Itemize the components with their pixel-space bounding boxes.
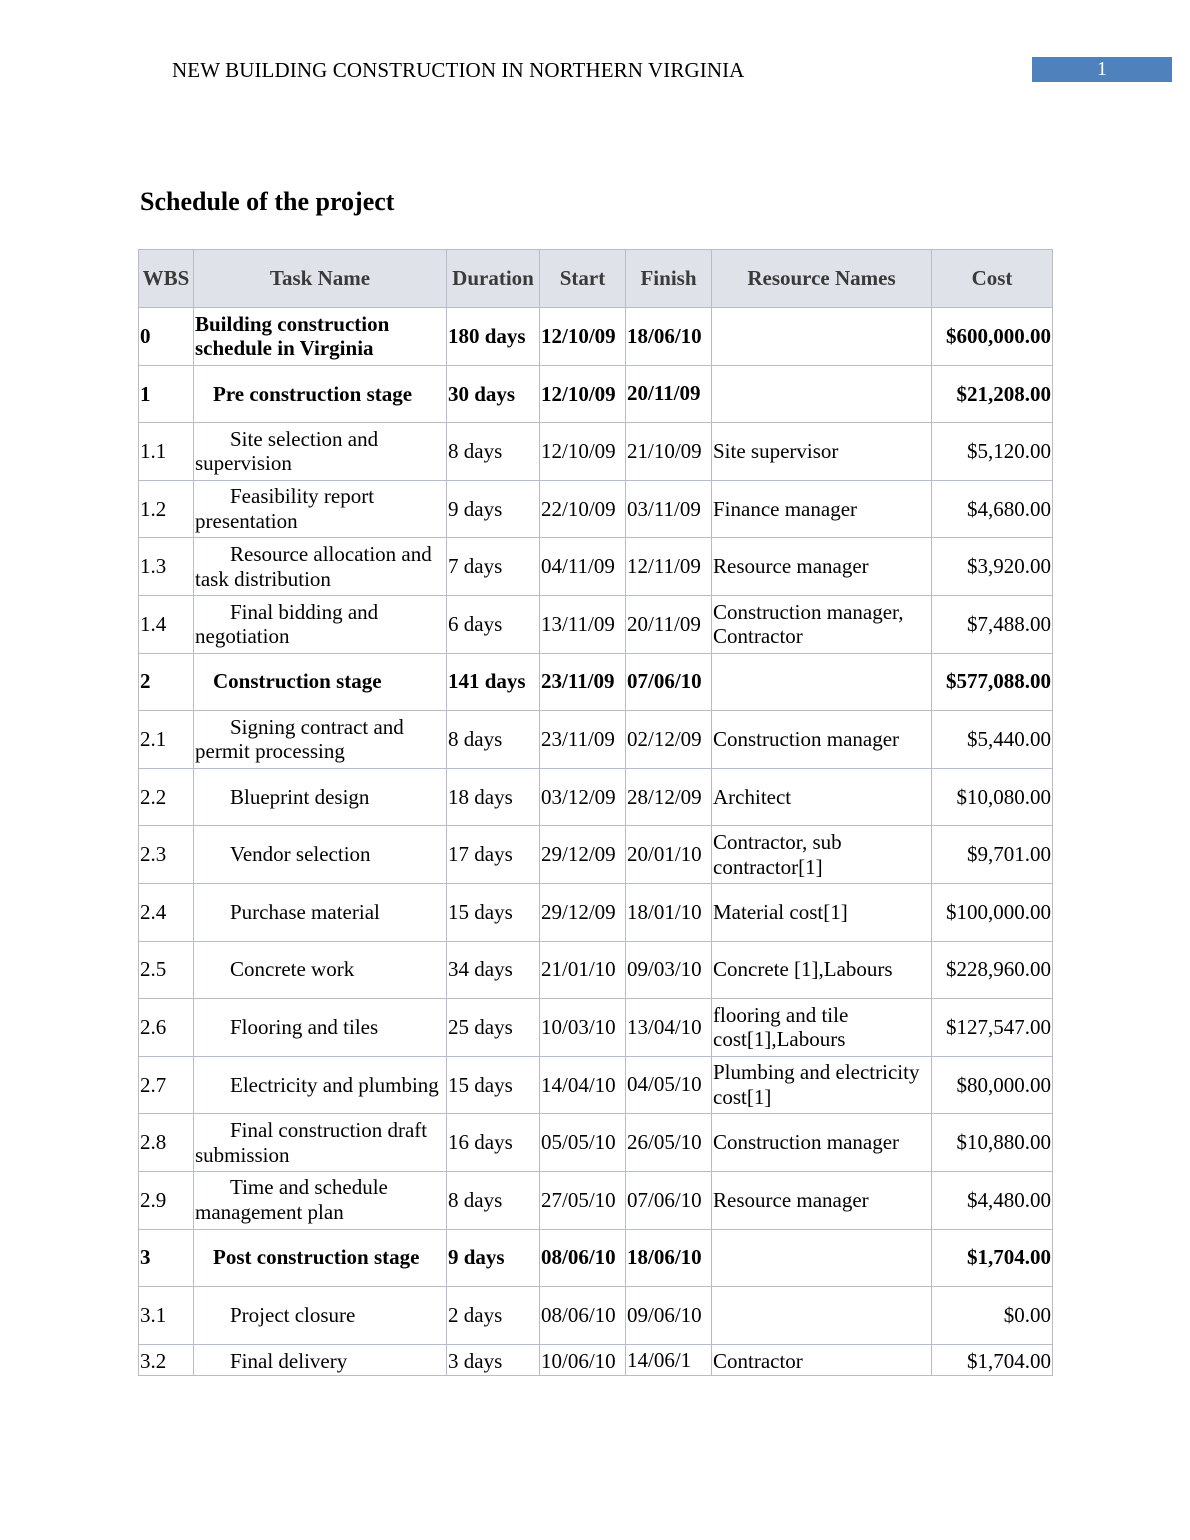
cell-finish: 21/10/09 (626, 423, 712, 481)
cell-task-name (194, 826, 447, 884)
cell-cost: $577,088.00 (932, 653, 1053, 711)
cell-cost: $10,880.00 (932, 1114, 1053, 1172)
cell-cost: $0.00 (932, 1287, 1053, 1345)
cell-start: 10/03/10 (540, 999, 626, 1057)
cell-cost: $9,701.00 (932, 826, 1053, 884)
cell-cost: $3,920.00 (932, 538, 1053, 596)
cell-finish: 18/06/10 (626, 1229, 712, 1287)
cell-resource-names (712, 653, 932, 711)
cell-wbs: 2.6 (139, 999, 194, 1057)
cell-finish: 12/11/09 (626, 538, 712, 596)
task-name-text: Project closure (230, 1303, 356, 1327)
cell-duration: 15 days (447, 883, 540, 941)
cell-duration: 6 days (447, 595, 540, 653)
column-header-task-name: Task Name (194, 250, 447, 308)
task-name-text: Building construction schedule in Virginia (195, 311, 390, 361)
cell-task-name (194, 423, 447, 481)
cell-duration: 18 days (447, 768, 540, 826)
cell-finish: 28/12/09 (626, 768, 712, 826)
table-row (139, 883, 1053, 941)
table-body (139, 308, 1053, 1376)
cell-resource-names: Plumbing and electricity cost[1] (712, 1056, 932, 1114)
cell-finish: 20/01/10 (626, 826, 712, 884)
cell-duration: 180 days (447, 308, 540, 366)
cell-duration: 8 days (447, 423, 540, 481)
cell-cost: $4,480.00 (932, 1171, 1053, 1229)
cell-start: 21/01/10 (540, 941, 626, 999)
cell-start: 08/06/10 (540, 1287, 626, 1345)
cell-start: 03/12/09 (540, 768, 626, 826)
task-name-text: Final bidding and negotiation (195, 599, 379, 649)
cell-finish: 18/01/10 (626, 883, 712, 941)
cell-duration: 9 days (447, 480, 540, 538)
cell-duration: 9 days (447, 1229, 540, 1287)
table-row (139, 711, 1053, 769)
cell-finish: 13/04/10 (626, 999, 712, 1057)
cell-wbs: 2.3 (139, 826, 194, 884)
table-row (139, 999, 1053, 1057)
task-name-text: Construction stage (213, 669, 382, 694)
cell-wbs: 2.5 (139, 941, 194, 999)
task-name-text: Purchase material (230, 899, 380, 924)
cell-cost: $600,000.00 (932, 308, 1053, 366)
page-number-badge: 1 (1032, 57, 1172, 82)
cell-resource-names: Construction manager (712, 1114, 932, 1172)
cell-resource-names (712, 1287, 932, 1345)
cell-task-name (194, 1056, 447, 1114)
cell-duration: 8 days (447, 1171, 540, 1229)
cell-task-name (194, 999, 447, 1057)
cell-task-name (194, 480, 447, 538)
cell-task-name (194, 883, 447, 941)
cell-cost: $4,680.00 (932, 480, 1053, 538)
cell-start: 12/10/09 (540, 423, 626, 481)
section-heading: Schedule of the project (140, 187, 395, 216)
cell-duration: 15 days (447, 1056, 540, 1114)
column-header-resource-names: Resource Names (712, 250, 932, 308)
running-header-title: NEW BUILDING CONSTRUCTION IN NORTHERN VIRGINIA (172, 58, 745, 82)
table-row (139, 941, 1053, 999)
task-name-text: Final construction draft submission (195, 1117, 428, 1167)
task-name-text: Resource allocation and task distribution (195, 541, 432, 591)
cell-cost: $100,000.00 (932, 883, 1053, 941)
cell-cost: $1,704.00 (932, 1229, 1053, 1287)
cell-resource-names: Finance manager (712, 480, 932, 538)
cell-resource-names: Site supervisor (712, 423, 932, 481)
cell-wbs: 1 (139, 365, 194, 423)
cell-task-name (194, 538, 447, 596)
table-row (139, 826, 1053, 884)
cell-task-name (194, 941, 447, 999)
cell-duration: 3 days (447, 1344, 540, 1375)
cell-start: 08/06/10 (540, 1229, 626, 1287)
cell-cost: $21,208.00 (932, 365, 1053, 423)
cell-cost: $10,080.00 (932, 768, 1053, 826)
cell-start: 27/05/10 (540, 1171, 626, 1229)
cell-start: 12/10/09 (540, 365, 626, 423)
cell-duration: 8 days (447, 711, 540, 769)
cell-wbs: 1.2 (139, 480, 194, 538)
cell-task-name (194, 1287, 447, 1345)
cell-finish: 09/03/10 (626, 941, 712, 999)
cell-task-name (194, 1171, 447, 1229)
cell-duration: 34 days (447, 941, 540, 999)
column-header-wbs: WBS (139, 250, 194, 308)
cell-duration: 25 days (447, 999, 540, 1057)
cell-duration: 17 days (447, 826, 540, 884)
cell-start: 12/10/09 (540, 308, 626, 366)
cell-task-name (194, 308, 447, 366)
cell-resource-names: Architect (712, 768, 932, 826)
cell-wbs: 1.1 (139, 423, 194, 481)
table-row (139, 1287, 1053, 1345)
column-header-cost: Cost (932, 250, 1053, 308)
task-name-text: Feasibility report presentation (195, 484, 375, 534)
table-row (139, 768, 1053, 826)
table-row (139, 538, 1053, 596)
cell-resource-names: Contractor, sub contractor[1] (712, 826, 932, 884)
cell-duration: 16 days (447, 1114, 540, 1172)
cell-wbs: 2.9 (139, 1171, 194, 1229)
cell-wbs: 2.1 (139, 711, 194, 769)
task-name-text: Site selection and supervision (195, 426, 379, 476)
project-schedule-table (138, 249, 1053, 1376)
cell-resource-names: Resource manager (712, 538, 932, 596)
table-row (139, 1344, 1053, 1375)
cell-task-name (194, 653, 447, 711)
cell-wbs: 1.4 (139, 595, 194, 653)
cell-resource-names: Resource manager (712, 1171, 932, 1229)
cell-finish: 04/05/10 (626, 1056, 712, 1114)
cell-finish: 26/05/10 (626, 1114, 712, 1172)
cell-cost: $80,000.00 (932, 1056, 1053, 1114)
table-row (139, 1114, 1053, 1172)
cell-wbs: 1.3 (139, 538, 194, 596)
cell-wbs: 3 (139, 1229, 194, 1287)
cell-cost: $7,488.00 (932, 595, 1053, 653)
cell-start: 23/11/09 (540, 711, 626, 769)
cell-resource-names: flooring and tile cost[1],Labours (712, 999, 932, 1057)
cell-duration: 141 days (447, 653, 540, 711)
cell-duration: 30 days (447, 365, 540, 423)
cell-finish: 03/11/09 (626, 480, 712, 538)
cell-finish: 20/11/09 (626, 365, 712, 423)
cell-finish: 07/06/10 (626, 1171, 712, 1229)
column-header-start: Start (540, 250, 626, 308)
column-header-duration: Duration (447, 250, 540, 308)
cell-finish: 20/11/09 (626, 595, 712, 653)
task-name-text: Flooring and tiles (230, 1015, 379, 1040)
cell-start: 29/12/09 (540, 826, 626, 884)
cell-resource-names: Construction manager, Contractor (712, 595, 932, 653)
cell-resource-names: Contractor (712, 1344, 932, 1375)
cell-start: 10/06/10 (540, 1344, 626, 1375)
cell-task-name (194, 768, 447, 826)
task-name-text: Blueprint design (230, 784, 370, 809)
cell-task-name (194, 1114, 447, 1172)
cell-start: 23/11/09 (540, 653, 626, 711)
cell-resource-names (712, 1229, 932, 1287)
cell-finish: 02/12/09 (626, 711, 712, 769)
cell-wbs: 2.4 (139, 883, 194, 941)
cell-resource-names: Material cost[1] (712, 883, 932, 941)
table-row-summary (139, 1229, 1053, 1287)
cell-finish: 18/06/10 (626, 308, 712, 366)
cell-resource-names: Concrete [1],Labours (712, 941, 932, 999)
cell-cost: $5,440.00 (932, 711, 1053, 769)
table-row-summary (139, 308, 1053, 366)
cell-cost: $5,120.00 (932, 423, 1053, 481)
cell-resource-names: Construction manager (712, 711, 932, 769)
column-header-finish: Finish (626, 250, 712, 308)
table-row (139, 595, 1053, 653)
table-header-row (139, 250, 1053, 308)
cell-task-name (194, 1344, 447, 1375)
task-name-text: Pre construction stage (213, 381, 413, 406)
task-name-text: Time and schedule management plan (195, 1175, 388, 1225)
cell-cost: $127,547.00 (932, 999, 1053, 1057)
task-name-text: Final delivery (230, 1348, 348, 1373)
task-name-text: Post construction stage (213, 1245, 420, 1270)
cell-start: 22/10/09 (540, 480, 626, 538)
cell-duration: 2 days (447, 1287, 540, 1345)
table-row-summary (139, 653, 1053, 711)
cell-wbs: 2.2 (139, 768, 194, 826)
cell-finish: 14/06/1 (626, 1344, 712, 1375)
cell-wbs: 2.8 (139, 1114, 194, 1172)
task-name-text: Vendor selection (230, 842, 371, 867)
cell-wbs: 3.1 (139, 1287, 194, 1345)
cell-resource-names (712, 365, 932, 423)
cell-task-name (194, 595, 447, 653)
cell-wbs: 2.7 (139, 1056, 194, 1114)
cell-start: 05/05/10 (540, 1114, 626, 1172)
task-name-text: Signing contract and permit processing (195, 714, 404, 764)
table-row-summary (139, 365, 1053, 423)
table-row (139, 1171, 1053, 1229)
cell-wbs: 2 (139, 653, 194, 711)
table-row (139, 1056, 1053, 1114)
cell-wbs: 0 (139, 308, 194, 366)
cell-start: 29/12/09 (540, 883, 626, 941)
cell-cost: $228,960.00 (932, 941, 1053, 999)
cell-finish: 09/06/10 (626, 1287, 712, 1345)
table-row (139, 423, 1053, 481)
cell-wbs: 3.2 (139, 1344, 194, 1375)
cell-finish: 07/06/10 (626, 653, 712, 711)
cell-cost: $1,704.00 (932, 1344, 1053, 1375)
cell-task-name (194, 1229, 447, 1287)
cell-duration: 7 days (447, 538, 540, 596)
table-row (139, 480, 1053, 538)
task-name-text: Concrete work (230, 957, 355, 982)
cell-start: 13/11/09 (540, 595, 626, 653)
cell-resource-names (712, 308, 932, 366)
task-name-text: Electricity and plumbing (230, 1072, 439, 1097)
cell-start: 04/11/09 (540, 538, 626, 596)
cell-start: 14/04/10 (540, 1056, 626, 1114)
cell-task-name (194, 365, 447, 423)
cell-task-name (194, 711, 447, 769)
